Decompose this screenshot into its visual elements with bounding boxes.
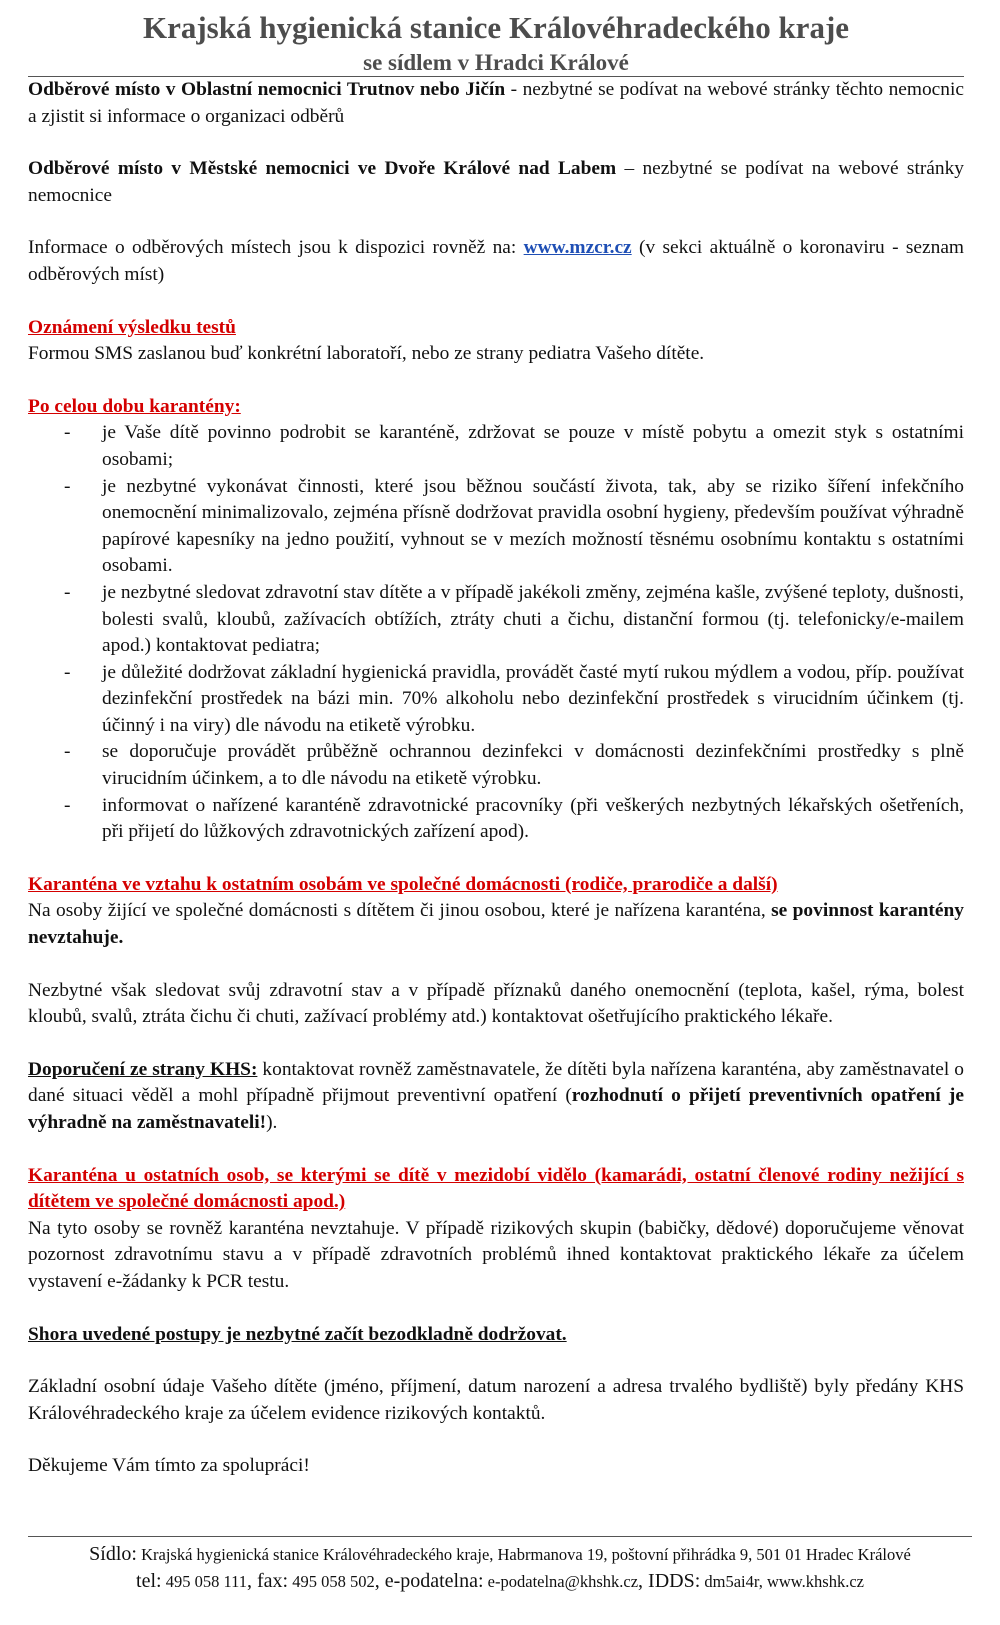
paragraph-info-sites <box>28 235 964 288</box>
results-text: Formou SMS zaslanou buď konkrétní laboratoří, nebo ze strany pediatra Vašeho dítěte. <box>28 343 705 365</box>
document-subtitle: se sídlem v Hradci Králové <box>363 50 629 75</box>
dash-bullet: - <box>64 741 71 763</box>
info-sites-pre: Informace o odběrových místech jsou k dispozici rovněž na: <box>28 237 524 259</box>
fax-value: 495 058 502 <box>288 1572 375 1591</box>
quarantine-list <box>28 420 964 846</box>
results-heading: Oznámení výsledku testů <box>28 316 236 338</box>
list-item <box>28 793 964 846</box>
dash-bullet: - <box>64 475 71 497</box>
dash-bullet: - <box>64 661 71 683</box>
epodatelna-value: e-podatelna@khshk.cz <box>483 1572 639 1591</box>
footer-contact-row <box>28 1568 972 1595</box>
list-item-text: je nezbytné sledovat zdravotní stav dítěte a v případě jakékoli změny, zejména kašle, zvýšené teploty, dušnosti, bolesti svalů, kloubů, zažívacích obtížích, ztráty chuti a čichu, distanční formou (tj. telefonicky/e-mailem apod.) kontaktovat pediatra; <box>102 581 964 657</box>
recommendation-heading: Doporučení ze strany KHS: <box>28 1058 258 1080</box>
personal-data-text: Základní osobní údaje Vašeho dítěte (jméno, příjmení, datum narození a adresa trvalého bydliště) byly předány KHS Královéhradeckého kraje za účelem evidence rizikových kontaktů. <box>28 1376 964 1424</box>
dash-bullet: - <box>64 581 71 603</box>
idds-label: , IDDS: <box>638 1570 701 1592</box>
list-item <box>28 580 964 660</box>
others-heading: Karanténa u ostatních osob, se kterými se dítě v mezidobí vidělo (kamarádi, ostatní členové rodiny nežijící s dítětem ve společné domácnosti apod.) <box>28 1164 964 1213</box>
list-item-text: je Vaše dítě povinno podrobit se karanténě, zdržovat se pouze v místě pobytu a omezit styk s ostatními osobami; <box>102 422 964 470</box>
others-text: Na tyto osoby se rovněž karanténa nevztahuje. V případě rizikových skupin (babičky, dědové) doporučujeme věnovat pozornost zdravotnímu stavu a v případě zdravotních problémů ihned kontaktovat praktického lékaře za účelem vystavení e-žádanky k PCR testu. <box>28 1217 964 1292</box>
list-item-text: je důležité dodržovat základní hygienická pravidla, provádět časté mytí rukou mýdlem a vodou, příp. používat dezinfekční prostředek na bázi min. 70% alkoholu nebo dezinfekční prostředek s virucidním účinkem (tj. účinný i na viry) dle návodu na etiketě výrobku. <box>102 661 964 736</box>
household-text-bold: se povinnost karantény nevztahuje. <box>28 900 964 949</box>
document-title: Krajská hygienická stanice Královéhradeckého kraje <box>142 10 850 45</box>
trutnov-jicin-text: - nezbytné se podívat na webové stránky těchto nemocnic a zjistit si informace o organizaci odběrů <box>28 79 964 127</box>
tel-label: tel: <box>136 1570 162 1592</box>
footer <box>28 1536 972 1595</box>
monitor-text: Nezbytné však sledovat svůj zdravotní stav a v případě příznaků daného onemocnění (teplota, kašel, rýma, bolest kloubů, svalů, ztráta čichu či chuti, zažívací problémy atd.) kontaktovat ošetřujícího praktického lékaře. <box>28 979 964 1028</box>
epodatelna-label: , e-podatelna: <box>374 1570 484 1592</box>
recommendation-paragraph <box>28 1057 964 1137</box>
idds-value: dm5ai4r, www.khshk.cz <box>700 1572 864 1591</box>
recommendation-bold: rozhodnutí o přijetí preventivních opatření je výhradně na zaměstnavateli! <box>28 1085 964 1133</box>
list-item-text: je nezbytné vykonávat činnosti, které jsou běžnou součástí života, tak, aby se riziko šíření infekčního onemocnění minimalizovalo, zejména přísně dodržovat pravidla osobní hygieny, především používat výhradně papírové kapesníky na jedno použití, vyhnout se v mezích možností těsnému osobnímu kontaktu s ostatními osobami. <box>102 475 964 577</box>
footer-divider <box>28 1536 972 1537</box>
dash-bullet: - <box>64 794 71 816</box>
thanks-text: Děkujeme Vám tímto za spolupráci! <box>28 1455 310 1477</box>
list-item-text: informovat o nařízené karanténě zdravotnické pracovníky (při veškerých nezbytných lékařských ošetřeních, při přijetí do lůžkových zdravotnických zařízení apod). <box>102 794 964 843</box>
list-item <box>28 660 964 740</box>
footer-seat-row <box>28 1541 972 1568</box>
dash-bullet: - <box>64 422 71 444</box>
household-text-plain: Na osoby žijící ve společné domácnosti s dítětem či jinou osobou, které je nařízena karanténa, <box>28 900 772 922</box>
list-item-text: se doporučuje provádět průběžně ochrannou dezinfekci v domácnosti dezinfekčními prostředky s plně virucidním účinkem, a to dle návodu na etiketě výrobku. <box>102 741 964 790</box>
household-heading: Karanténa ve vztahu k ostatním osobám ve společné domácnosti (rodiče, prarodiče a další) <box>28 873 778 895</box>
fax-label: , fax: <box>246 1570 289 1592</box>
paragraph-trutnov-jicin <box>28 77 964 130</box>
procedures-heading: Shora uvedené postupy je nezbytné začít bezodkladně dodržovat. <box>28 1323 567 1345</box>
recommendation-text: kontaktovat rovněž zaměstnavatele, že dítěti byla nařízena karanténa, aby zaměstnavatel o dané situaci věděl a mohl případně přijmout preventivní opatření ( <box>28 1058 964 1107</box>
quarantine-heading: Po celou dobu karantény: <box>28 395 241 417</box>
dvur-kralove-bold: Odběrové místo v Městské nemocnici ve Dvoře Králové nad Labem <box>28 158 617 180</box>
seat-value: Krajská hygienická stanice Královéhradeckého kraje, Habrmanova 19, poštovní přihrádka 9, 501 01 Hradec Králové <box>136 1545 911 1564</box>
recommendation-end: ). <box>266 1112 278 1133</box>
list-item <box>28 474 964 580</box>
info-sites-post: (v sekci aktuálně o koronaviru - seznam odběrových míst) <box>28 237 965 285</box>
list-item <box>28 739 964 792</box>
paragraph-dvur-kralove <box>28 156 964 209</box>
dvur-kralove-text: – nezbytné se podívat na webové stránky nemocnice <box>28 158 964 206</box>
mzcr-link[interactable]: www.mzcr.cz <box>523 237 632 259</box>
trutnov-jicin-bold: Odběrové místo v Oblastní nemocnici Trutnov nebo Jičín <box>28 79 506 100</box>
tel-value: 495 058 111 <box>161 1572 247 1591</box>
household-text <box>28 898 964 951</box>
list-item <box>28 420 964 473</box>
seat-label: Sídlo: <box>89 1543 137 1565</box>
